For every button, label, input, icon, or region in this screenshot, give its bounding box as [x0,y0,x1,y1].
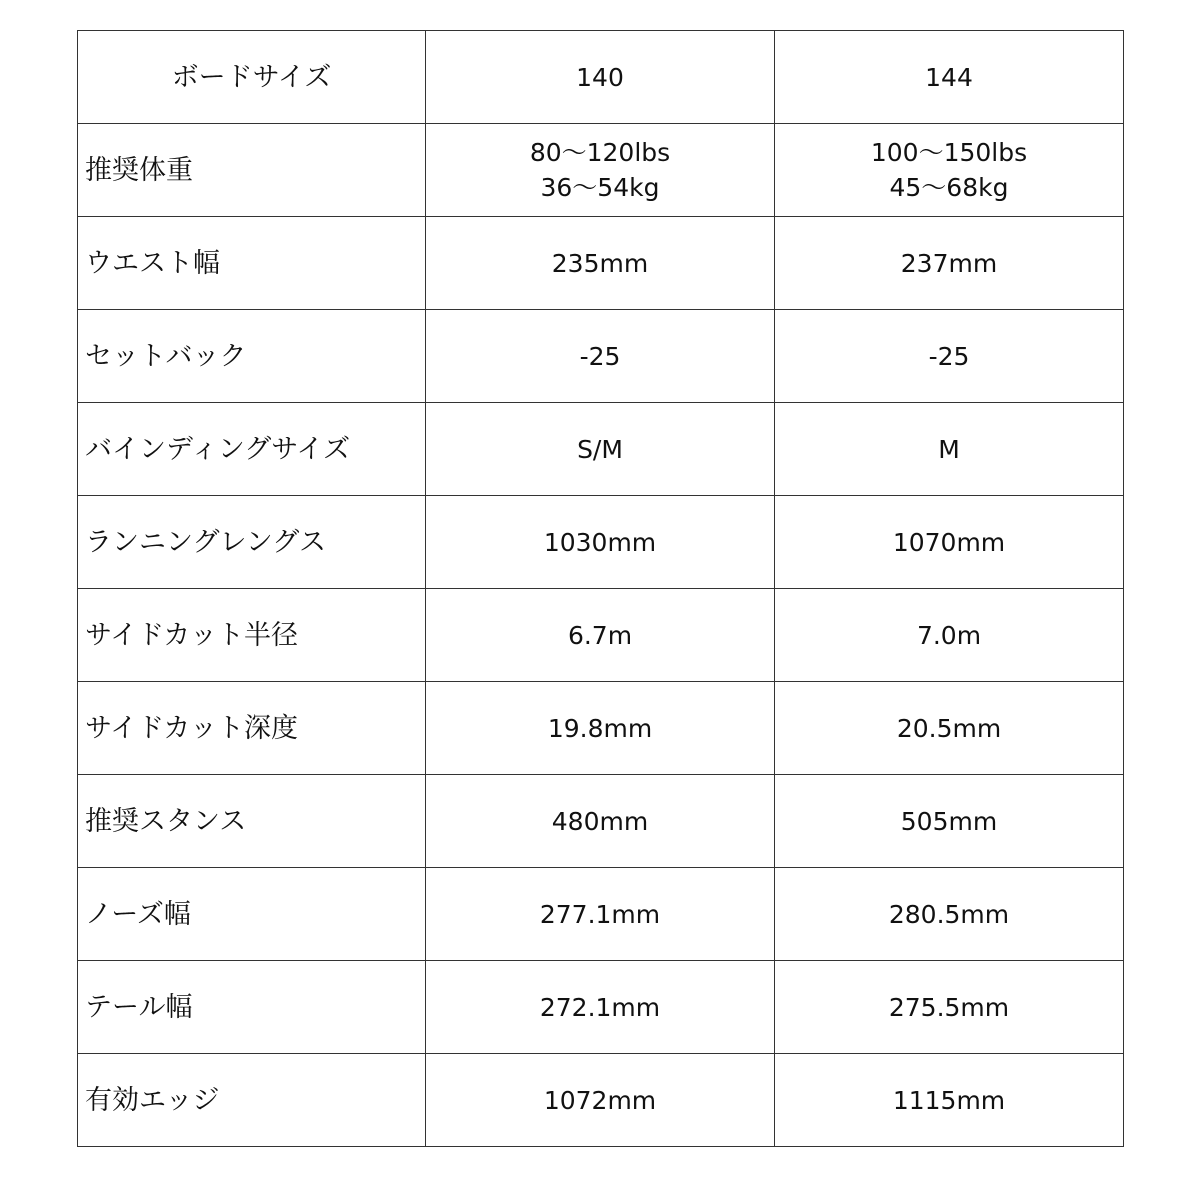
cell-text: 100～150lbs [870,138,1028,167]
table-row [78,310,1124,403]
cell-text: 235mm [551,248,649,278]
row-label: ランニングレングス [78,496,426,589]
cell-text: 237mm [900,248,998,278]
cell-text: -25 [928,341,970,371]
cell-text: 505mm [900,806,998,836]
cell-text: 1072mm [543,1085,657,1115]
cell-text: 20.5mm [896,713,1002,743]
table-header-row [78,31,1124,124]
row-label: 推奨体重 [78,124,426,217]
row-value-cell [426,217,775,310]
row-value-cell [775,217,1124,310]
cell-text: 80～120lbs [529,138,671,167]
cell-text: 480mm [551,806,649,836]
table-row [78,124,1124,217]
table-row [78,217,1124,310]
row-value-cell [775,775,1124,868]
table-row [78,961,1124,1054]
header-board-size-label: ボードサイズ [78,31,426,124]
row-value-cell [426,310,775,403]
cell-text: 275.5mm [888,992,1010,1022]
table-row [78,868,1124,961]
cell-text: 6.7m [567,620,633,650]
row-value-cell [426,589,775,682]
row-label: ウエスト幅 [78,217,426,310]
row-value-cell [775,403,1124,496]
row-label: 推奨スタンス [78,775,426,868]
row-label: セットバック [78,310,426,403]
row-label: バインディングサイズ [78,403,426,496]
row-value-cell [775,496,1124,589]
row-value-cell [775,868,1124,961]
row-value-cell [775,589,1124,682]
row-value-cell [426,868,775,961]
cell-text: 277.1mm [539,899,661,929]
row-value-cell [775,124,1124,217]
cell-text: 272.1mm [539,992,661,1022]
cell-text: 1070mm [892,527,1006,557]
row-value-cell [426,1054,775,1147]
row-value-cell [426,961,775,1054]
board-spec-table [77,30,1124,1147]
cell-text: 7.0m [916,620,982,650]
row-label: サイドカット半径 [78,589,426,682]
table-row [78,775,1124,868]
cell-text: S/M [577,434,623,464]
cell-text: 36～54kg [540,173,660,202]
row-label: 有効エッジ [78,1054,426,1147]
row-value-cell [426,124,775,217]
cell-text: M [938,434,960,464]
row-value-cell [775,1054,1124,1147]
table-row [78,403,1124,496]
row-label: テール幅 [78,961,426,1054]
cell-text: -25 [579,341,621,371]
cell-text: 45～68kg [889,173,1009,202]
row-value-cell [426,403,775,496]
table-row [78,1054,1124,1147]
row-value-cell [775,961,1124,1054]
table-row [78,496,1124,589]
header-size-144: 144 [775,31,1124,124]
cell-text: 19.8mm [547,713,653,743]
row-value-cell [426,682,775,775]
table-row [78,589,1124,682]
header-size-140: 140 [426,31,775,124]
cell-text: 1115mm [892,1085,1006,1115]
cell-text: 280.5mm [888,899,1010,929]
row-value-cell [775,310,1124,403]
row-value-cell [775,682,1124,775]
row-value-cell [426,775,775,868]
row-value-cell [426,496,775,589]
row-label: ノーズ幅 [78,868,426,961]
table-row [78,682,1124,775]
row-label: サイドカット深度 [78,682,426,775]
cell-text: 1030mm [543,527,657,557]
